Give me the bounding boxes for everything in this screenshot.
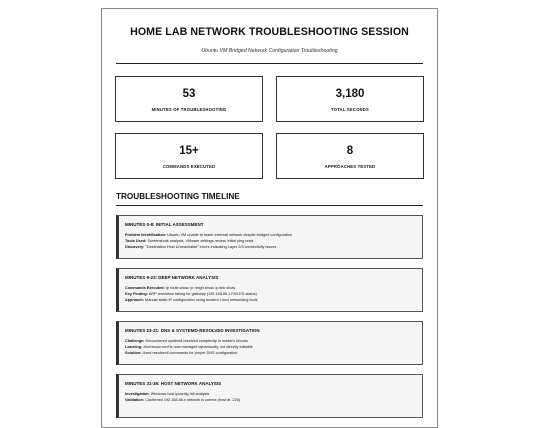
line-text: Confirmed 192.168.88.x network is correct (host at .226) — [144, 398, 241, 403]
line-label: Tools Used: — [125, 239, 147, 244]
line-text: Ubuntu VM unable to reach external network despite bridged configuration — [166, 233, 293, 237]
timeline-entry-title: MINUTES 31-36: HOST NETWORK ANALYSIS — [125, 381, 222, 386]
timeline-entry — [116, 374, 423, 418]
page-title: HOME LAB NETWORK TROUBLESHOOTING SESSION — [130, 26, 409, 38]
line-text: ARP resolution failing for gateway (192.168.88.1 FAILED status) — [148, 292, 257, 297]
stat-value: 15+ — [179, 145, 199, 157]
stats-grid — [115, 76, 424, 179]
timeline-entry-line — [125, 297, 416, 303]
timeline-entry-line — [125, 244, 416, 250]
line-text: "Destination Host Unreachable" errors indicating Layer 2/3 connectivity issues — [144, 245, 277, 250]
stat-value: 8 — [346, 145, 354, 157]
timeline-entry — [116, 321, 423, 365]
line-label: Discovery: — [125, 245, 145, 250]
line-text: Windows host ipconfig /all analysis — [149, 392, 210, 396]
timeline-entry-line — [125, 397, 416, 403]
line-label: Problem Identification: — [125, 233, 167, 237]
stat-label: APPROACHES TESTED — [324, 164, 376, 169]
stat-card-approaches — [276, 133, 424, 179]
stat-card-commands — [115, 133, 263, 179]
line-text: ip route show, ip neigh show, ip link show — [164, 286, 236, 290]
timeline-entry-title: MINUTES 9-23: DEEP NETWORK ANALYSIS — [125, 275, 219, 280]
header-divider — [116, 63, 423, 64]
line-label: Investigation: — [125, 392, 150, 396]
stat-card-minutes — [115, 76, 263, 122]
timeline-entry-title: MINUTES 23-31: DNS & SYSTEMD-RESOLVED INVESTIGATION — [125, 328, 260, 333]
stat-label: MINUTES OF TROUBLESHOOTING — [151, 107, 227, 112]
page-subtitle: Ubuntu VM Bridged Network Configuration Troubleshooting — [201, 48, 338, 54]
line-label: Approach: — [125, 298, 144, 303]
line-text: Manual static IP configuration using modern Linux networking tools — [144, 298, 258, 303]
stat-card-seconds — [276, 76, 424, 122]
line-label: Challenge: — [125, 339, 145, 343]
line-label: Learning: — [125, 345, 143, 350]
document-page — [101, 8, 438, 428]
timeline-entry — [116, 268, 423, 312]
line-text: Screenshots analysis, VMware settings review, initial ping tests — [146, 239, 254, 244]
line-text: Encountered systemd-resolved complexity in modern Ubuntu — [144, 339, 249, 343]
timeline-heading: TROUBLESHOOTING TIMELINE — [116, 192, 423, 206]
stat-value: 53 — [182, 88, 196, 100]
line-text: Used resolvectl commands for proper DNS configuration — [141, 351, 238, 356]
stat-label: COMMANDS EXECUTED — [162, 164, 216, 169]
line-label: Key Finding: — [125, 292, 148, 297]
line-text: /etc/resolv.conf is now managed dynamically, not directly editable — [142, 345, 253, 350]
timeline-entry-title: MINUTES 0-8: INITIAL ASSESSMENT — [125, 222, 204, 227]
timeline-entry — [116, 215, 423, 259]
stat-value: 3,180 — [335, 88, 365, 100]
line-label: Solution: — [125, 351, 142, 356]
line-label: Commands Executed: — [125, 286, 165, 290]
timeline-list — [116, 215, 423, 418]
line-label: Validation: — [125, 398, 145, 403]
timeline-entry-line — [125, 350, 416, 356]
stat-label: TOTAL SECONDS — [331, 107, 369, 112]
